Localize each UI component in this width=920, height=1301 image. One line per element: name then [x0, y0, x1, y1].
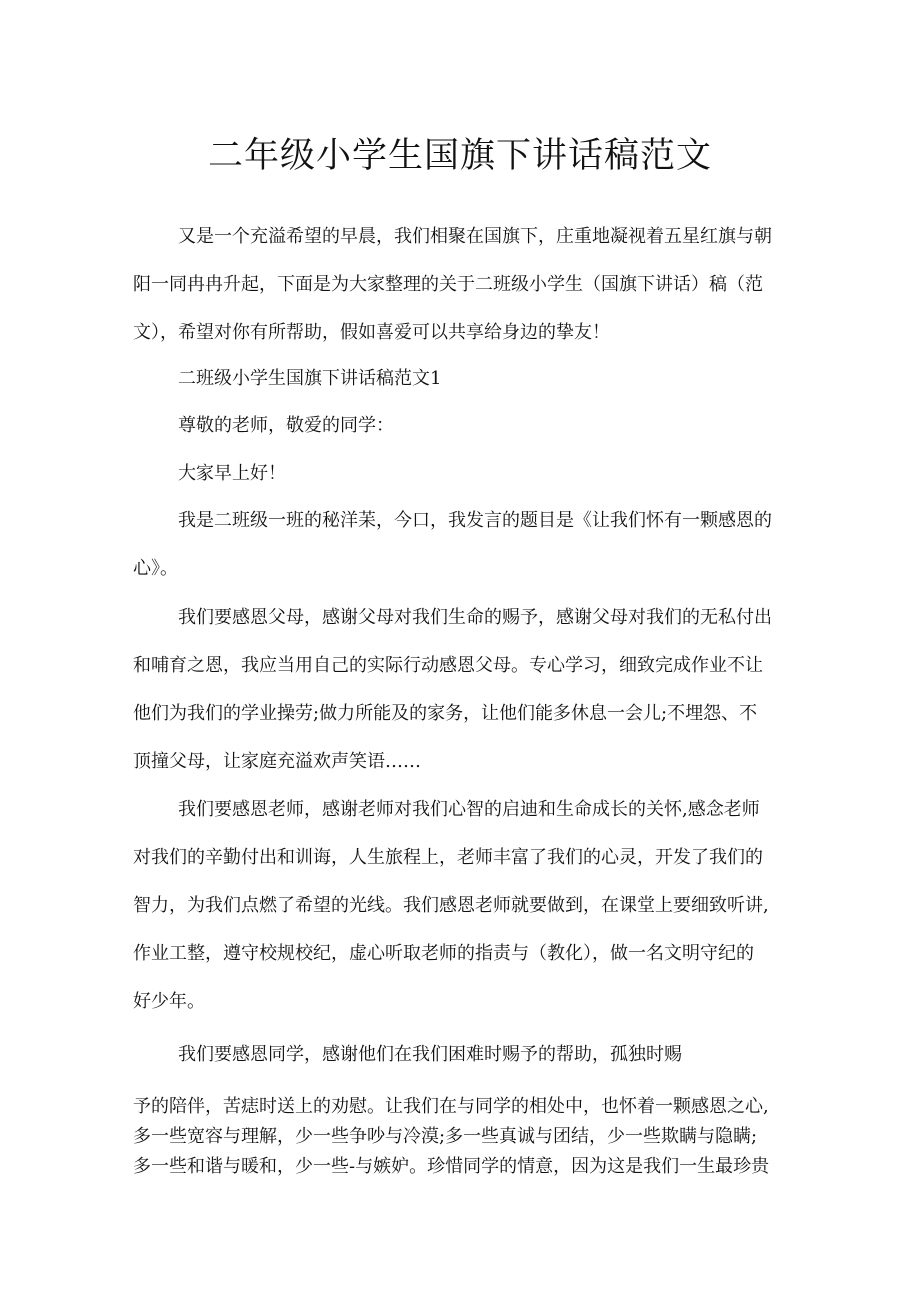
teachers-line: 作业工整，遵守校规校纪，虚心听取老师的指责与（教化），做一名文明守纪的 — [133, 943, 754, 964]
topic-paragraph — [133, 497, 793, 593]
salutation: 尊敬的老师，敬爱的同学： — [178, 415, 394, 436]
classmates-line: 多一些和谐与暖和，少一些-与嫉妒。珍惜同学的情意，因为这是我们一生最珍贵 — [133, 1156, 770, 1177]
classmates-first-line: 我们要感恩同学，感谢他们在我们困难时赐予的帮助，孤独时赐 — [178, 1044, 682, 1065]
parents-line: 我们要感恩父母，感谢父母对我们生命的赐予，感谢父母对我们的无私付出 — [178, 607, 772, 628]
greeting: 大家早上好！ — [178, 463, 286, 484]
intro-line: 文），希望对你有所帮助，假如喜爱可以共享给身边的挚友！ — [133, 322, 610, 343]
topic-line: 心》。 — [133, 558, 178, 579]
parents-paragraph — [133, 594, 793, 786]
parents-line: 顶撞父母，让家庭充溢欢声笑语…… — [133, 751, 421, 772]
classmates-line: 多一些宽容与理解，少一些争吵与冷漠;多一些真诚与团结，少一些欺瞒与隐瞒; — [133, 1126, 758, 1147]
teachers-line: 对我们的辛勤付出和训诲，人生旅程上，老师丰富了我们的心灵，开发了我们的 — [133, 847, 763, 868]
intro-line: 阳一同冉冉升起，下面是为大家整理的关于二班级小学生（国旗下讲话）稿（范 — [133, 274, 763, 295]
parents-line: 他们为我们的学业操劳;做力所能及的家务，让他们能多休息一会儿;不埋怨、不 — [133, 703, 758, 724]
teachers-line: 智力，为我们点燃了希望的光线。我们感恩老师就要做到，在课堂上要细致听讲, — [133, 895, 769, 916]
classmates-paragraph — [133, 1092, 793, 1182]
document-title: 二年级小学生国旗下讲话稿范文 — [207, 136, 712, 176]
parents-line: 和哺育之恩，我应当用自己的实际行动感恩父母。专心学习，细致完成作业不让 — [133, 655, 763, 676]
section-heading: 二班级小学生国旗下讲话稿范文1 — [178, 368, 442, 389]
teachers-line: 好少年。 — [133, 991, 205, 1012]
intro-paragraph — [133, 213, 793, 357]
teachers-line: 我们要感恩老师，感谢老师对我们心智的启迪和生命成长的关怀,感念老师 — [178, 799, 760, 820]
classmates-line: 予的陪伴，苦痣时送上的劝慰。让我们在与同学的相处中，也怀着一颗感恩之心, — [133, 1096, 769, 1117]
teachers-paragraph — [133, 786, 793, 1026]
intro-line: 又是一个充溢希望的早晨，我们相聚在国旗下，庄重地凝视着五星红旗与朝 — [178, 226, 772, 247]
topic-line: 我是二班级一班的秘洋苿，今口，我发言的题目是《让我们怀有一颗感恩的 — [178, 510, 772, 531]
